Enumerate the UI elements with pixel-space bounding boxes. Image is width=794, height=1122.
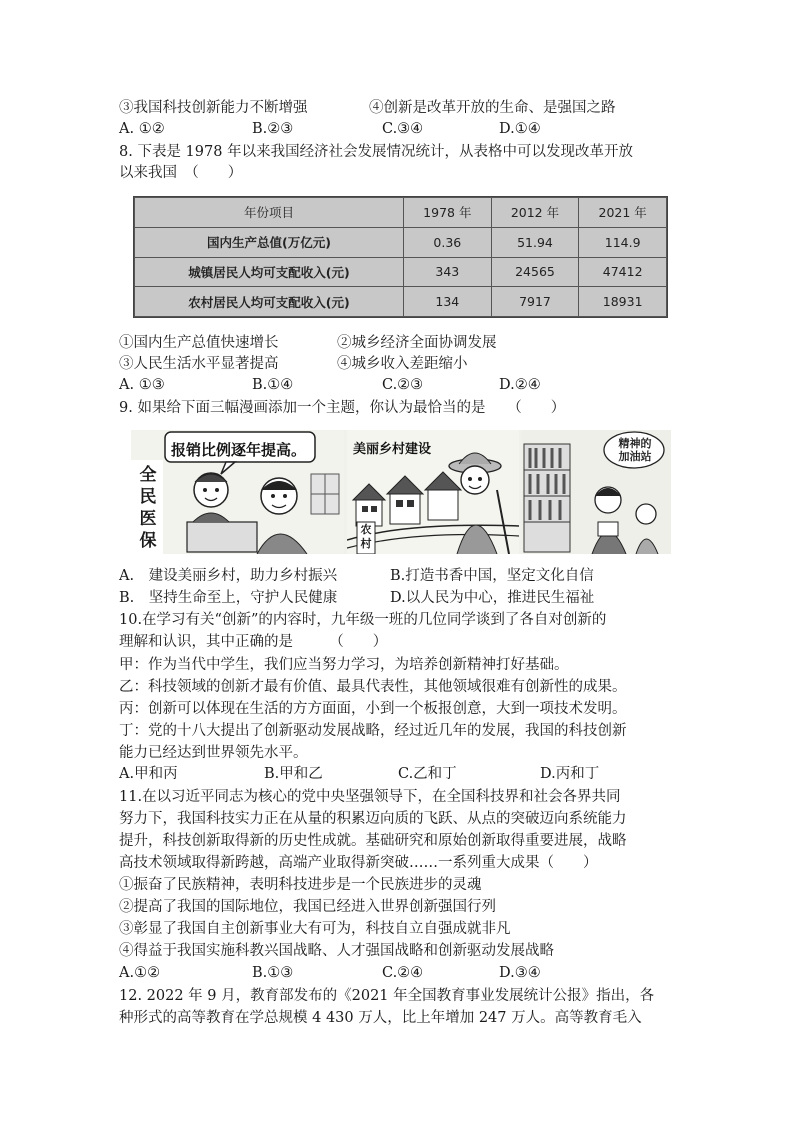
q8-statement-3: ③人民生活水平显著提高 bbox=[119, 356, 279, 372]
table-header-cell: 1978 年 bbox=[404, 198, 492, 228]
q9-option-b: B.打造书香中国，坚定文化自信 bbox=[390, 568, 594, 584]
table-header-row bbox=[135, 198, 667, 228]
q10-statement-ding-2: 能力已经达到世界领先水平。 bbox=[119, 745, 308, 761]
table-cell: 114.9 bbox=[579, 227, 667, 257]
sign-char: 农 bbox=[360, 523, 372, 536]
q11-stem-line-1: 11.在以习近平同志为核心的党中央坚强领导下，在全国科技界和社会各界共同 bbox=[119, 789, 621, 805]
table-cell: 24565 bbox=[491, 257, 579, 287]
q11-option-c: C.②④ bbox=[382, 965, 424, 981]
q10-option-a: A.甲和丙 bbox=[119, 766, 178, 782]
q12-stem-line-2: 种形式的高等教育在学总规模 4 430 万人，比上年增加 247 万人。高等教育毛入 bbox=[119, 1010, 642, 1026]
table-row bbox=[135, 287, 667, 317]
table-cell: 18931 bbox=[579, 287, 667, 317]
caption-char: 保 bbox=[139, 531, 157, 551]
comic1-speech-bubble: 报销比例逐年提高。 bbox=[171, 441, 307, 459]
table-header-cell: 年份项目 bbox=[135, 198, 404, 228]
q11-statement-2: ②提高了我国的国际地位，我国已经进入世界创新强国行列 bbox=[119, 899, 496, 915]
table-cell: 国内生产总值(万亿元) bbox=[135, 227, 404, 257]
comic2-title: 美丽乡村建设 bbox=[353, 442, 432, 457]
q10-option-d: D.丙和丁 bbox=[540, 766, 600, 782]
q12-stem-line-1: 12. 2022 年 9 月，教育部发布的《2021 年全国教育事业发展统计公报》指出，各 bbox=[119, 988, 655, 1004]
comic-panel-rural-construction bbox=[347, 430, 519, 554]
table-cell: 农村居民人均可支配收入(元) bbox=[135, 287, 404, 317]
q8-option-c: C.②③ bbox=[382, 377, 424, 393]
q11-statement-4: ④得益于我国实施科教兴国战略、人才强国战略和创新驱动发展战略 bbox=[119, 943, 554, 959]
q7-statement-4: ④创新是改革开放的生命、是强国之路 bbox=[369, 100, 616, 116]
q10-stem-line-2: 理解和认识，其中正确的是 （ ） bbox=[119, 634, 388, 650]
table-header-cell: 2012 年 bbox=[491, 198, 579, 228]
comic1-side-caption bbox=[137, 464, 159, 552]
table-row bbox=[135, 227, 667, 257]
q10-stem-line-1: 10.在学习有关“创新”的内容时，九年级一班的几位同学谈到了各自对创新的 bbox=[119, 612, 607, 628]
q10-option-b: B.甲和乙 bbox=[264, 766, 323, 782]
comic-panel-medical-insurance bbox=[131, 430, 344, 554]
bubble-line: 精神的 bbox=[618, 437, 652, 450]
q8-statement-1: ①国内生产总值快速增长 bbox=[119, 335, 279, 351]
q7-option-a: A. ①② bbox=[119, 121, 165, 137]
q8-statistics-table bbox=[133, 196, 668, 318]
q11-stem-line-4: 高技术领域取得新跨越，高端产业取得新突破……一系列重大成果（ ） bbox=[119, 855, 598, 871]
q11-option-a: A.①② bbox=[119, 965, 161, 981]
caption-char: 全 bbox=[139, 465, 157, 485]
q7-statement-3: ③我国科技创新能力不断增强 bbox=[119, 100, 308, 116]
q8-option-a: A. ①③ bbox=[119, 377, 165, 393]
q10-option-c: C.乙和丁 bbox=[398, 766, 457, 782]
q9-option-a: A. 建设美丽乡村，助力乡村振兴 bbox=[119, 568, 338, 584]
caption-char: 医 bbox=[139, 509, 157, 529]
q9-comic-strip bbox=[131, 430, 671, 554]
q7-option-d: D.①④ bbox=[499, 121, 541, 137]
q10-statement-yi: 乙：科技领域的创新才最有价值、最具代表性，其他领域很难有创新性的成果。 bbox=[119, 679, 627, 695]
table-cell: 343 bbox=[404, 257, 492, 287]
q7-option-c: C.③④ bbox=[382, 121, 424, 137]
table-cell: 51.94 bbox=[491, 227, 579, 257]
q11-stem-line-3: 提升，科技创新取得新的历史性成就。基础研究和原始创新取得重要进展，战略 bbox=[119, 833, 627, 849]
table-cell: 134 bbox=[404, 287, 492, 317]
q8-statement-4: ④城乡收入差距缩小 bbox=[337, 356, 468, 372]
table-cell: 47412 bbox=[579, 257, 667, 287]
bubble-line: 加油站 bbox=[618, 450, 652, 463]
q8-option-d: D.②④ bbox=[499, 377, 541, 393]
table-header-cell: 2021 年 bbox=[579, 198, 667, 228]
q9-option-d: D.以人民为中心，推进民生福祉 bbox=[390, 590, 595, 606]
table-cell: 0.36 bbox=[404, 227, 492, 257]
caption-char: 民 bbox=[139, 487, 157, 507]
table-row bbox=[135, 257, 667, 287]
comic2-village-sign bbox=[359, 523, 373, 551]
q8-stem-line-2: 以来我国 （ ） bbox=[119, 165, 243, 181]
q10-statement-jia: 甲：作为当代中学生，我们应当努力学习，为培养创新精神打好基础。 bbox=[119, 657, 569, 673]
comic-panel-library bbox=[522, 430, 671, 554]
q11-option-b: B.①③ bbox=[252, 965, 294, 981]
table-cell: 城镇居民人均可支配收入(元) bbox=[135, 257, 404, 287]
q7-option-b: B.②③ bbox=[252, 121, 294, 137]
q11-stem-line-2: 努力下，我国科技实力正在从量的积累迈向质的飞跃、从点的突破迈向系统能力 bbox=[119, 811, 627, 827]
comic3-speech-bubble bbox=[614, 437, 656, 463]
q11-statement-3: ③彰显了我国自主创新事业大有可为，科技自立自强成就非凡 bbox=[119, 921, 511, 937]
q10-statement-bing: 丙：创新可以体现在生活的方方面面，小到一个板报创意，大到一项技术发明。 bbox=[119, 701, 627, 717]
q11-statement-1: ①振奋了民族精神，表明科技进步是一个民族进步的灵魂 bbox=[119, 877, 482, 893]
sign-char: 村 bbox=[360, 537, 372, 550]
q9-option-c: B. 坚持生命至上，守护人民健康 bbox=[119, 590, 338, 606]
table-cell: 7917 bbox=[491, 287, 579, 317]
q11-option-d: D.③④ bbox=[499, 965, 541, 981]
q10-statement-ding-1: 丁：党的十八大提出了创新驱动发展战略，经过近几年的发展，我国的科技创新 bbox=[119, 723, 627, 739]
q8-statement-2: ②城乡经济全面协调发展 bbox=[337, 335, 497, 351]
q8-stem-line-1: 8. 下表是 1978 年以来我国经济社会发展情况统计，从表格中可以发现改革开放 bbox=[119, 144, 634, 160]
q9-stem: 9. 如果给下面三幅漫画添加一个主题，你认为最恰当的是 （ ） bbox=[119, 400, 566, 416]
q8-option-b: B.①④ bbox=[252, 377, 294, 393]
